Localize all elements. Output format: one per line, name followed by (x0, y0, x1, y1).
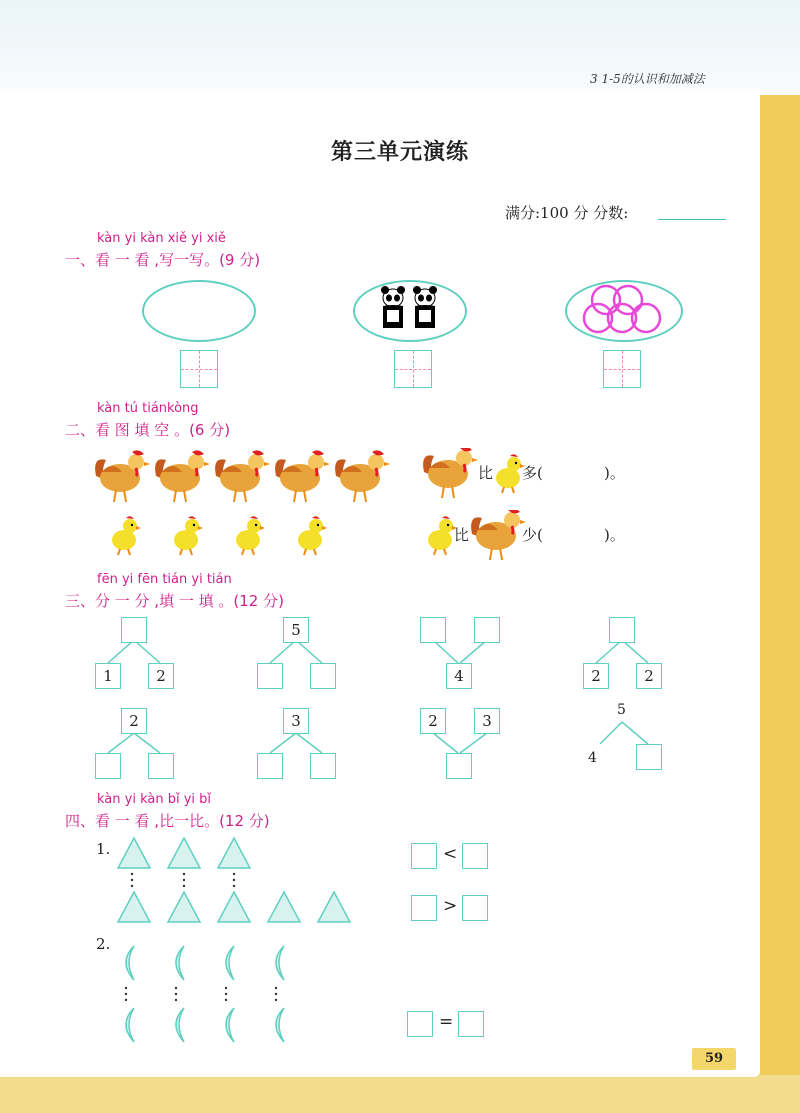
decompose-top-5: 5 (617, 702, 626, 718)
moons-figure (110, 944, 310, 1046)
compare-box[interactable] (411, 843, 437, 869)
equals-sign: = (439, 1012, 454, 1032)
section2-pinyin: kàn tú tiánkòng (97, 401, 199, 416)
page-number: 59 (692, 1048, 736, 1070)
page-title: 第三单元演练 (330, 140, 469, 165)
compare-box[interactable] (411, 895, 437, 921)
compare-box[interactable] (407, 1011, 433, 1037)
greater-than-sign: > (443, 896, 458, 916)
section1-heading: 一、看 一 看 ,写一写。(9 分) (65, 251, 261, 269)
decompose-box[interactable] (609, 617, 635, 643)
decompose-box[interactable] (95, 753, 121, 779)
running-header: 3 1-5的认识和加减法 (590, 72, 705, 86)
section3-pinyin: fēn yi fēn tián yi tián (97, 572, 232, 587)
decompose-box: 2 (121, 708, 147, 734)
section3-heading: 三、分 一 分 ,填 一 填 。(12 分) (65, 592, 284, 610)
decompose-box[interactable] (148, 753, 174, 779)
decompose-box[interactable] (310, 663, 336, 689)
section4-pinyin: kàn yi kàn bǐ yi bǐ (97, 792, 212, 807)
compare-bi-2: 比 (454, 526, 470, 544)
compare-end-2: )。 (604, 526, 625, 544)
decompose-box: 5 (283, 617, 309, 643)
compare-box[interactable] (458, 1011, 484, 1037)
decompose-box[interactable] (474, 617, 500, 643)
decompose-left-4: 4 (588, 750, 597, 766)
decompose-box: 2 (148, 663, 174, 689)
compare-duo: 多( (522, 464, 543, 482)
decompose-box[interactable] (257, 753, 283, 779)
decompose-box[interactable] (310, 753, 336, 779)
decompose-box: 2 (583, 663, 609, 689)
decompose-box[interactable] (121, 617, 147, 643)
score-label: 满分:100 分 分数: (505, 204, 629, 222)
section1-pinyin: kàn yi kàn xiě yi xiě (97, 231, 226, 246)
triangles-figure (110, 836, 360, 926)
compare-bi-1: 比 (478, 464, 494, 482)
section2-heading: 二、看 图 填 空 。(6 分) (65, 421, 231, 439)
compare-box[interactable] (462, 843, 488, 869)
question-1-label: 1. (96, 840, 111, 858)
decompose-box: 4 (446, 663, 472, 689)
decompose-box: 2 (636, 663, 662, 689)
compare-end-1: )。 (604, 464, 625, 482)
decompose-box: 2 (420, 708, 446, 734)
less-than-sign: < (443, 844, 458, 864)
decompose-box: 1 (95, 663, 121, 689)
decompose-box[interactable] (636, 744, 662, 770)
section4-heading: 四、看 一 看 ,比一比。(12 分) (65, 812, 270, 830)
decompose-box[interactable] (420, 617, 446, 643)
compare-box[interactable] (462, 895, 488, 921)
decompose-box[interactable] (257, 663, 283, 689)
decompose-box[interactable] (446, 753, 472, 779)
compare-shao: 少( (522, 526, 543, 544)
decompose-box: 3 (283, 708, 309, 734)
decompose-box: 3 (474, 708, 500, 734)
question-2-label: 2. (96, 935, 111, 953)
